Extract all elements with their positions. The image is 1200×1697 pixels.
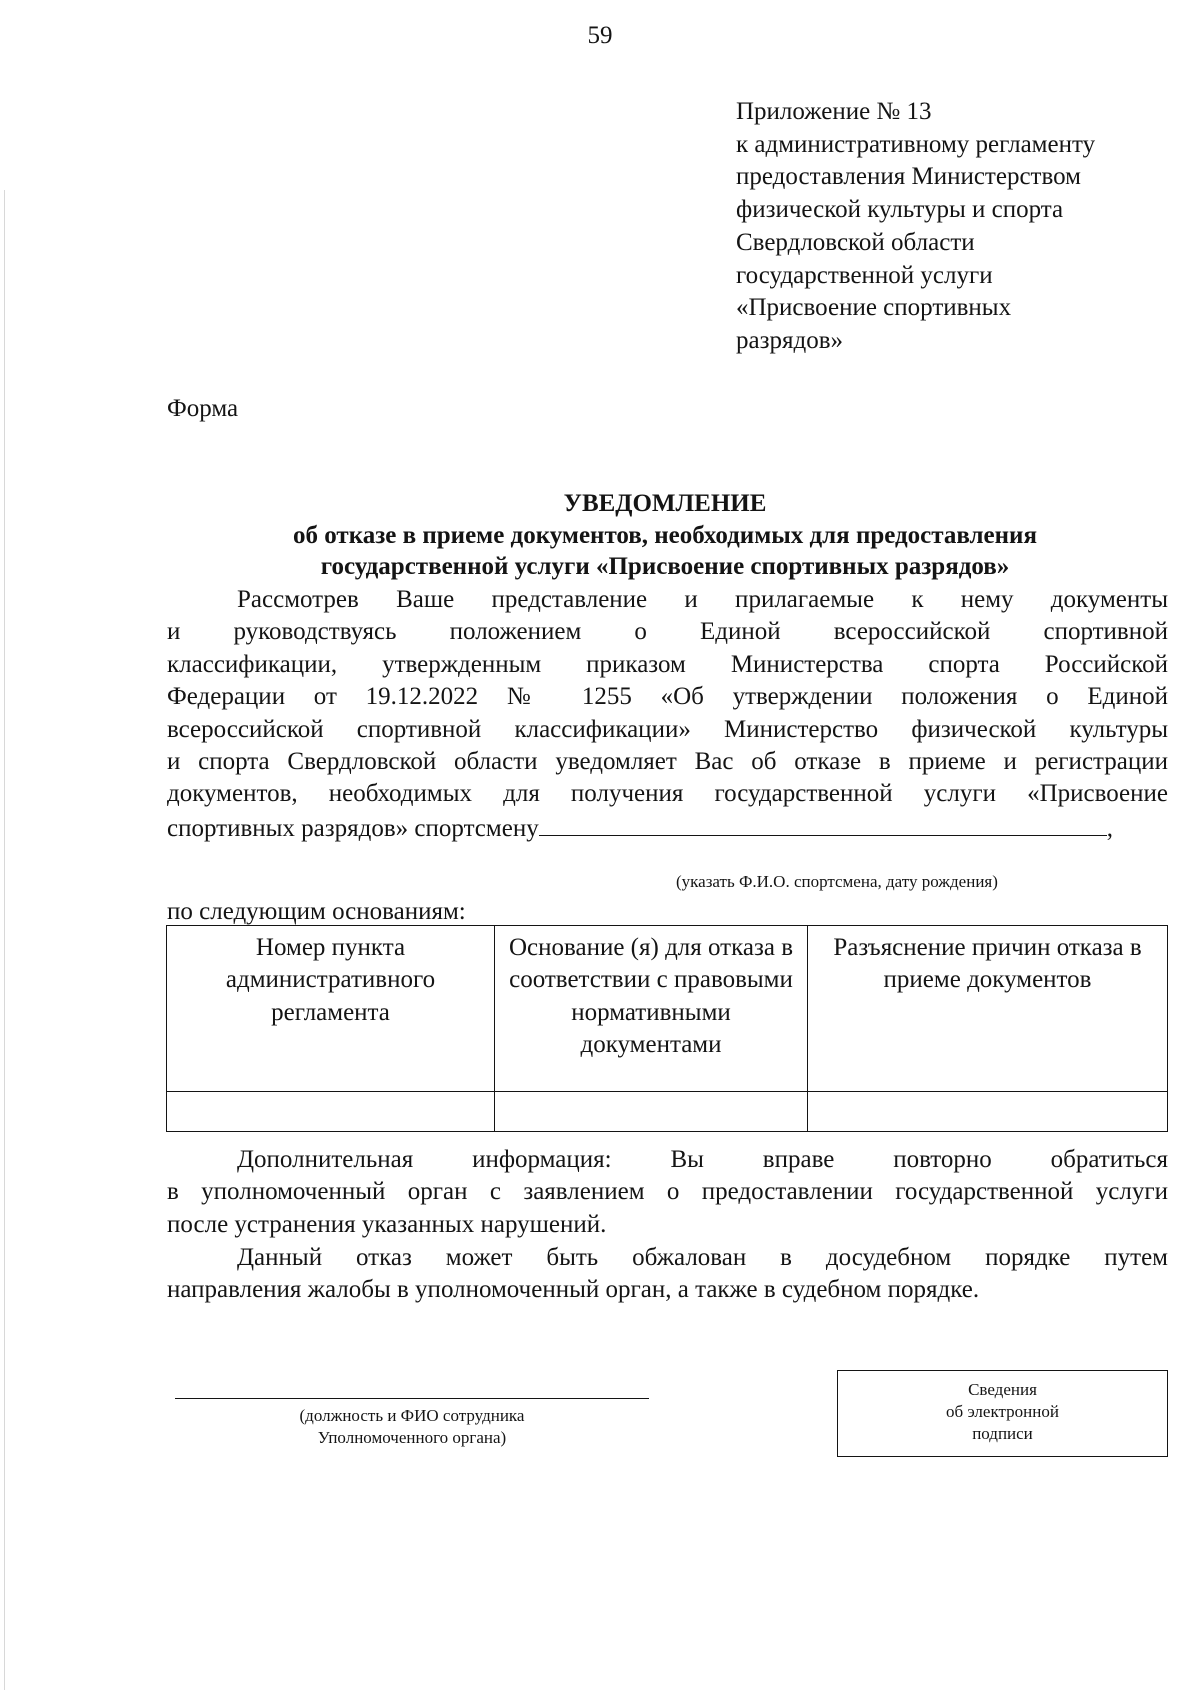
paragraph-line: классификации, утвержденным приказом Министерства спорта Российской xyxy=(167,650,1168,678)
paragraph-line: Дополнительная информация: Вы вправе повторно обратиться xyxy=(237,1146,1168,1173)
form-label: Форма xyxy=(167,395,239,422)
esign-line: подписи xyxy=(972,1424,1033,1443)
appendix-line: «Присвоение спортивных xyxy=(736,294,1012,322)
paragraph-line: документов, необходимых для получения государственной услуги «Присвоение xyxy=(167,780,1168,808)
scan-edge xyxy=(4,190,5,1690)
esign-line: Сведения xyxy=(968,1380,1037,1399)
signature-caption-line: Уполномоченного органа) xyxy=(317,1428,507,1447)
appendix-note xyxy=(736,96,1176,358)
main-paragraph xyxy=(167,584,1168,845)
appendix-line: Приложение № 13 xyxy=(736,98,932,125)
table-cell[interactable] xyxy=(808,1092,1168,1132)
table-row xyxy=(167,1092,1168,1132)
appendix-line: Свердловской области xyxy=(736,228,975,256)
appendix-line: физической культуры и спорта xyxy=(736,196,1064,224)
grounds-table xyxy=(166,925,1168,1132)
athlete-name-blank[interactable] xyxy=(539,811,1107,836)
paragraph-line: направления жалобы в уполномоченный орган, а также в судебном порядке. xyxy=(167,1276,980,1304)
athlete-line xyxy=(167,811,1168,845)
table-header-row xyxy=(167,926,1168,1092)
athlete-line-prefix: спортивных разрядов» спортсмену xyxy=(167,814,539,842)
athlete-hint: (указать Ф.И.О. спортсмена, дату рождения) xyxy=(676,872,998,891)
signature-line[interactable] xyxy=(175,1398,649,1399)
signature-caption-line: (должность и ФИО сотрудника xyxy=(299,1406,525,1425)
column-header: Разъяснение причин отказа в приеме документов xyxy=(808,926,1168,1092)
esign-line: об электронной xyxy=(946,1402,1059,1421)
column-header: Номер пункта административного регламента xyxy=(167,926,495,1092)
signature-caption xyxy=(175,1405,649,1449)
paragraph-line: всероссийской спортивной классификации» Министерство физической культуры xyxy=(167,715,1168,743)
paragraph-line: и спорта Свердловской области уведомляет Вас об отказе в приеме и регистрации xyxy=(167,748,1168,776)
appendix-line: разрядов» xyxy=(736,326,843,354)
paragraph-line: после устранения указанных нарушений. xyxy=(167,1210,607,1238)
paragraph-line: в уполномоченный орган с заявлением о предоставлении государственной услуги xyxy=(167,1178,1168,1206)
title-heading: УВЕДОМЛЕНИЕ xyxy=(563,490,767,517)
paragraph-line: и руководствуясь положением о Единой всероссийской спортивной xyxy=(167,618,1168,646)
paragraph-line: Федерации от 19.12.2022 № 1255 «Об утверждении положения о Единой xyxy=(167,683,1168,711)
electronic-signature-box xyxy=(837,1370,1168,1457)
table-cell[interactable] xyxy=(167,1092,495,1132)
appeal-paragraph xyxy=(167,1242,1168,1307)
title-subline: государственной услуги «Присвоение спортивных разрядов» xyxy=(320,553,1010,580)
grounds-label: по следующим основаниям: xyxy=(167,898,466,925)
document-title xyxy=(150,488,1180,583)
column-header: Основание (я) для отказа в соответствии с правовыми нормативными документами xyxy=(495,926,808,1092)
table-cell[interactable] xyxy=(495,1092,808,1132)
paragraph-line: Рассмотрев Ваше представление и прилагаемые к нему документы xyxy=(237,586,1168,613)
title-subline: об отказе в приеме документов, необходимых для предоставления xyxy=(293,521,1037,549)
paragraph-line: Данный отказ может быть обжалован в досудебном порядке путем xyxy=(237,1244,1168,1271)
appendix-line: предоставления Министерством xyxy=(736,163,1081,191)
appendix-line: государственной услуги xyxy=(736,261,993,289)
athlete-line-suffix: , xyxy=(1106,814,1113,842)
page-number: 59 xyxy=(587,22,613,49)
appendix-line: к административному регламенту xyxy=(736,130,1096,158)
additional-info-paragraph xyxy=(167,1144,1168,1241)
